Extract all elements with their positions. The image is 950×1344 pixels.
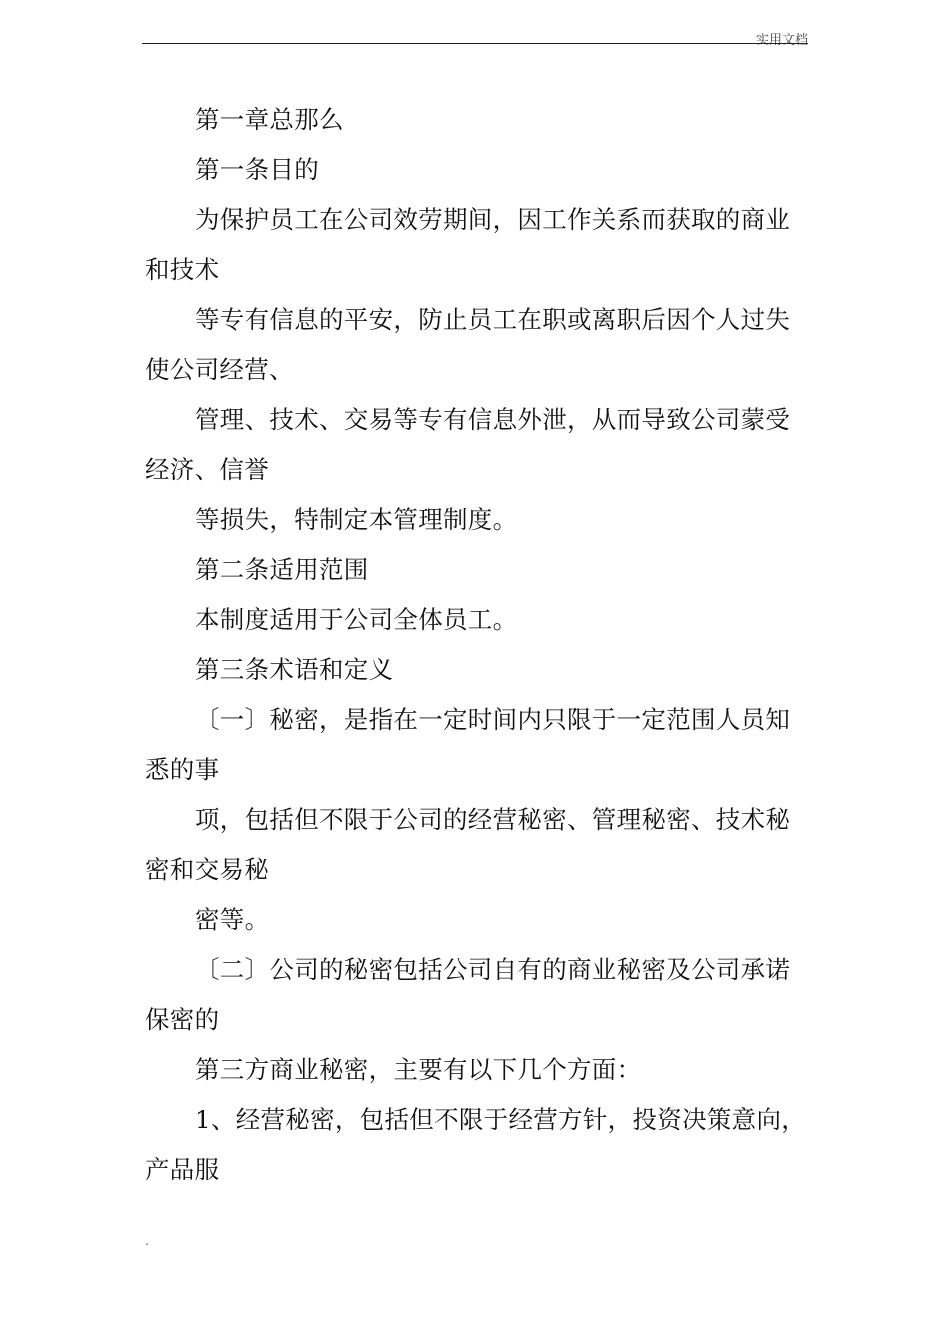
document-body xyxy=(145,95,810,1195)
text-line: 经济、信誉 xyxy=(145,455,269,484)
text-line: 第三方商业秘密，主要有以下几个方面： xyxy=(195,1055,642,1084)
text-line: 产品服 xyxy=(145,1155,220,1184)
text-line: 密和交易秘 xyxy=(145,855,269,884)
text-line: 第一章总那么 xyxy=(195,105,344,134)
text-line: 〔一〕秘密，是指在一定时间内只限于一定范围人员知 xyxy=(195,705,791,734)
text-line: 第一条目的 xyxy=(195,155,319,184)
text-line: 本制度适用于公司全体员工。 xyxy=(195,605,518,634)
text-line: 使公司经营、 xyxy=(145,355,294,384)
footer-mark: . xyxy=(145,1234,149,1248)
text-line: 等损失，特制定本管理制度。 xyxy=(195,505,518,534)
text-line: 密等。 xyxy=(195,905,270,934)
text-line: 等专有信息的平安，防止员工在职或离职后因个人过失 xyxy=(195,305,791,334)
text-line: 悉的事 xyxy=(145,755,220,784)
text-line: 第二条适用范围 xyxy=(195,555,369,584)
text-line: 〔二〕公司的秘密包括公司自有的商业秘密及公司承诺 xyxy=(195,955,791,984)
text-line: 第三条术语和定义 xyxy=(195,655,394,684)
text-line: 1、经营秘密，包括但不限于经营方针，投资决策意向， xyxy=(195,1105,807,1134)
text-line: 项，包括但不限于公司的经营秘密、管理秘密、技术秘 xyxy=(195,805,791,834)
text-line: 为保护员工在公司效劳期间，因工作关系而获取的商业 xyxy=(195,205,791,234)
header-label: 实用文档 xyxy=(755,33,808,48)
text-line: 和技术 xyxy=(145,255,220,284)
text-line: 管理、技术、交易等专有信息外泄，从而导致公司蒙受 xyxy=(195,405,791,434)
text-line: 保密的 xyxy=(145,1005,220,1034)
header-rule xyxy=(142,43,808,44)
